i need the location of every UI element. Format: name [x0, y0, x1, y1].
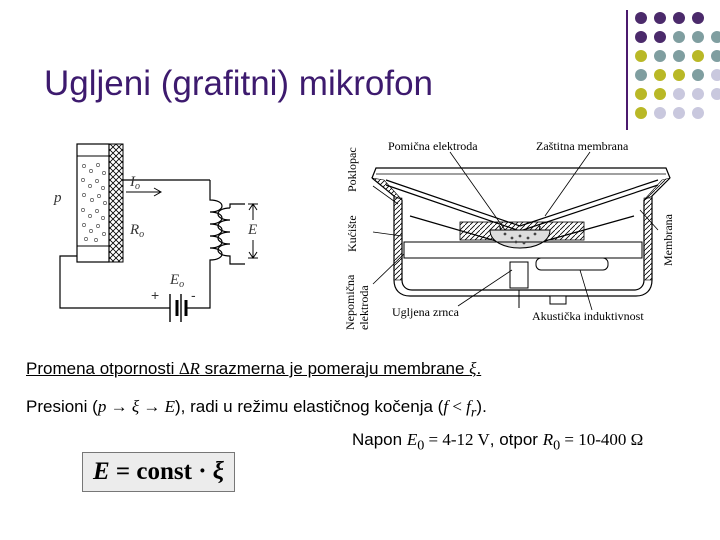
dot-olive: [654, 88, 666, 100]
text-resistance-change: Promena otpornosti ∆R srazmerna je pomeraju membrane ξ.: [26, 359, 482, 378]
text-pressure-mode: Presioni (p → ξ → E), radi u režimu elastičnog kočenja $(f < f_r)$.: [26, 397, 487, 421]
label-cover: Poklopac: [345, 147, 359, 192]
circuit-diagram: [50, 138, 310, 338]
dot-olive: [635, 50, 647, 62]
dot-lavender: [673, 107, 685, 119]
dots-row-6: [635, 107, 704, 119]
dot-purple: [654, 12, 666, 24]
dot-olive: [692, 50, 704, 62]
dot-lavender: [692, 107, 704, 119]
dot-lavender: [692, 88, 704, 100]
dot-teal: [635, 69, 647, 81]
dot-teal: [711, 31, 720, 43]
dot-teal: [692, 31, 704, 43]
dot-teal: [673, 31, 685, 43]
dots-row-3: [635, 50, 720, 62]
label-battery-minus: -: [191, 287, 196, 303]
label-current: $I_o$: [130, 174, 140, 192]
secondary-coil: [218, 208, 230, 260]
dot-olive: [635, 107, 647, 119]
title-accent-line: [626, 10, 628, 130]
microphone-body: [77, 144, 123, 262]
dots-row-5: [635, 88, 720, 100]
label-housing: Kućište: [345, 215, 359, 252]
dot-purple: [635, 12, 647, 24]
battery: [170, 294, 186, 322]
dot-lavender: [711, 88, 720, 100]
label-acoustic-inductance: Akustička induktivnost: [532, 309, 644, 323]
label-resistance: $R_o$: [130, 222, 145, 240]
text-voltage-resistance: Napon $E_0 = 4-12$ V, otpor $R_0 = 10-400$ Ω: [352, 430, 644, 454]
label-protective-membrane: Zaštitna membrana: [536, 139, 629, 153]
dots-row-4: [635, 69, 720, 81]
formula-box: E = const · ξ: [82, 452, 235, 492]
label-movable-electrode: Pomična elektroda: [388, 139, 478, 153]
dot-lavender: [673, 88, 685, 100]
dot-teal: [654, 50, 666, 62]
dots-row-2: [635, 31, 720, 43]
label-battery-plus: +: [151, 287, 160, 303]
dot-purple: [654, 31, 666, 43]
label-source-voltage: $E_o$: [170, 272, 185, 290]
dot-teal: [673, 50, 685, 62]
slide-title: Ugljeni (grafitni) mikrofon: [44, 64, 434, 103]
dot-olive: [635, 88, 647, 100]
dot-olive: [673, 69, 685, 81]
label-pressure: p: [54, 190, 62, 206]
label-fixed-electrode-1: Nepomična: [343, 274, 357, 330]
dot-purple: [692, 12, 704, 24]
microphone-cross-section: [340, 130, 685, 330]
dot-teal: [711, 50, 720, 62]
dot-purple: [673, 12, 685, 24]
dot-olive: [654, 69, 666, 81]
label-carbon-granules: Ugljena zrnca: [392, 305, 459, 319]
label-membrane: Membrana: [661, 214, 675, 266]
label-output-voltage: E: [248, 222, 258, 238]
dot-teal: [692, 69, 704, 81]
mic-electrode-block: [404, 222, 642, 308]
dot-lavender: [654, 107, 666, 119]
dot-purple: [635, 31, 647, 43]
dot-lavender: [711, 69, 720, 81]
dots-row-1: [635, 12, 704, 24]
label-fixed-electrode-2: elektroda: [357, 285, 371, 330]
